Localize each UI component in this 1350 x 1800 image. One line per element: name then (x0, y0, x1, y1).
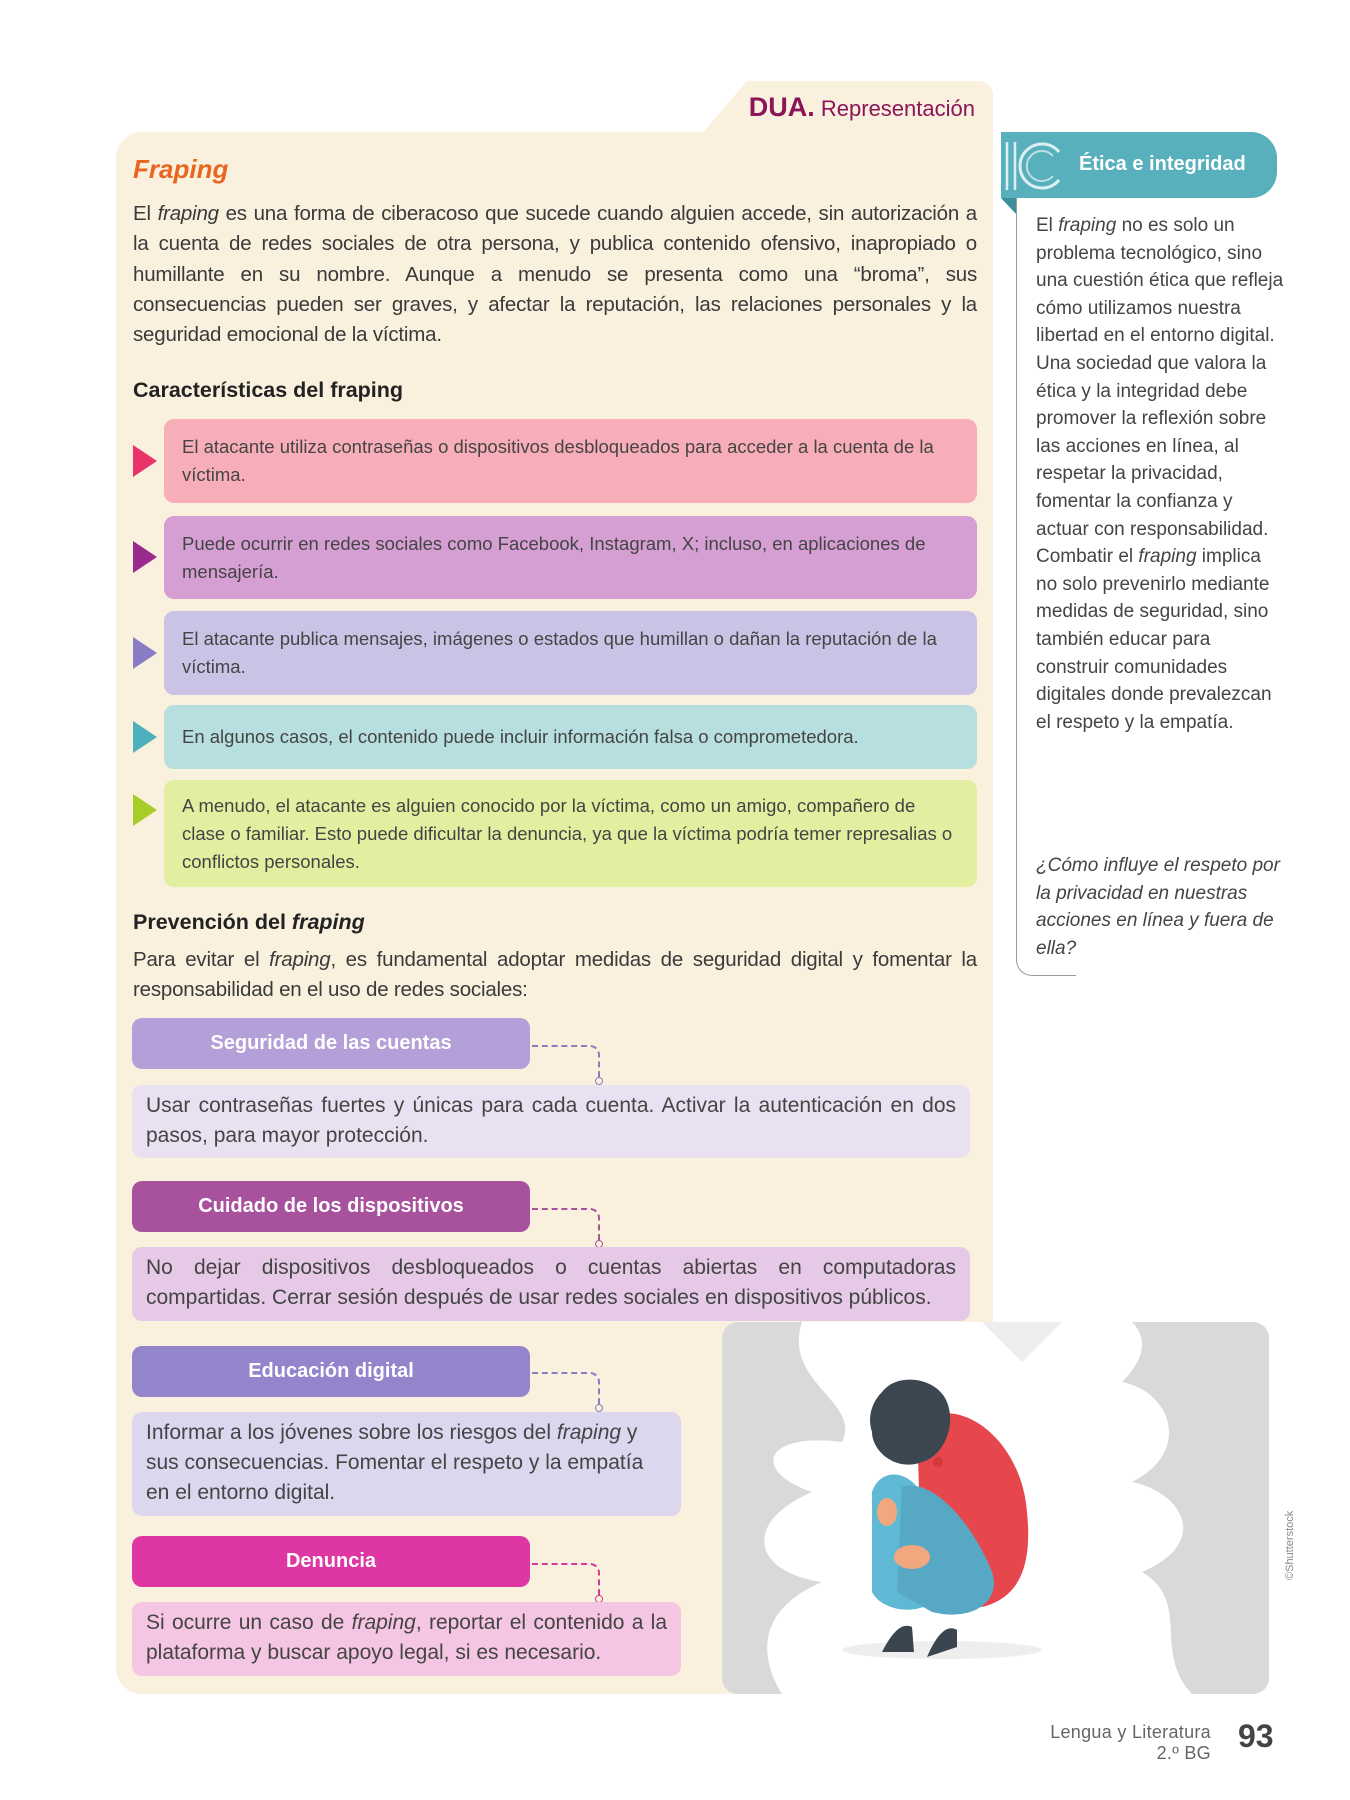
measure-label: Cuidado de los dispositivos (132, 1181, 530, 1232)
intro-paragraph (133, 199, 977, 350)
arrow-icon (133, 541, 157, 573)
arrow-icon (133, 721, 157, 753)
grade-label: 2.º BG (1156, 1743, 1211, 1763)
sidebar-text-part: no es solo un problema tecnológico, sino una cuestión ética que refleja cómo utilizamos nuestra libertad en el entorno digital. Una sociedad que valora la ética y la integridad debe promover la reflexión sobre las acciones en línea, al respetar la privacidad, fomentar la confianza y actuar con responsabilidad. Combatir el (1036, 215, 1284, 568)
measure-label: Seguridad de las cuentas (132, 1018, 530, 1069)
intro-text: El (133, 202, 158, 225)
measure-text (132, 1412, 681, 1516)
prevention-heading-text: Prevención del (133, 910, 292, 934)
arrow-icon (133, 445, 157, 477)
article-title: Fraping (133, 154, 229, 184)
measure-text-part: y sus consecuencias. Fomentar el respeto y la empatía en el entorno digital. (146, 1421, 644, 1504)
subject-name: Lengua y Literatura (1050, 1722, 1211, 1742)
dua-subtitle: Representación (820, 96, 975, 121)
measure-text: Usar contraseñas fuertes y únicas para cada cuenta. Activar la autenticación en dos pasos, para mayor protección. (132, 1085, 970, 1158)
characteristic-item: Puede ocurrir en redes sociales como Facebook, Instagram, X; incluso, en aplicaciones de mensajería. (164, 516, 977, 599)
arrow-icon (133, 637, 157, 669)
measure-text (132, 1602, 681, 1676)
characteristic-item: El atacante utiliza contraseñas o dispositivos desbloqueados para acceder a la cuenta de la víctima. (164, 419, 977, 503)
crouching-person-illustration (722, 1322, 1269, 1694)
prevention-intro (133, 945, 977, 1006)
characteristic-item: El atacante publica mensajes, imágenes o estados que humillan o dañan la reputación de la víctima. (164, 611, 977, 695)
ic-logo-icon (1001, 138, 1065, 194)
measure-text-emphasis: fraping (556, 1421, 622, 1444)
characteristics-heading: Características del fraping (133, 378, 404, 402)
prevention-intro-text: , es fundamental adoptar medidas de seguridad digital y fomentar la responsabilidad en el uso de redes sociales: (133, 948, 977, 1002)
connector (532, 1563, 600, 1597)
illustration (722, 1322, 1269, 1694)
measure-text-part: , reportar el contenido a la plataforma y buscar apoyo legal, si es necesario. (146, 1611, 667, 1664)
measure-text-part: Informar a los jóvenes sobre los riesgos del (146, 1421, 557, 1444)
connector (532, 1372, 600, 1406)
measure-label: Denuncia (132, 1536, 530, 1587)
footer-subject (1050, 1722, 1211, 1764)
sidebar-text-part: implica no solo prevenirlo mediante medidas de seguridad, sino también educar para construir comunidades digitales donde prevalezcan el respeto y la empatía. (1036, 546, 1272, 733)
characteristic-item: A menudo, el atacante es alguien conocido por la víctima, como un amigo, compañero de clase o familiar. Esto puede dificultar la denuncia, ya que la víctima podría temer represalias o conflictos personales. (164, 780, 977, 887)
image-credit: ©Shutterstock (1284, 1510, 1296, 1580)
connector (532, 1208, 600, 1242)
dua-prefix: DUA. (748, 92, 815, 122)
measure-text-emphasis: fraping (351, 1611, 416, 1634)
sidebar-question: ¿Cómo influye el respeto por la privacidad en nuestras acciones en línea y fuera de ella? (1036, 855, 1280, 959)
sidebar-text (1036, 212, 1286, 736)
prevention-heading-emphasis: fraping (291, 910, 365, 934)
sidebar-emphasis: fraping (1138, 546, 1197, 568)
prevention-intro-text: Para evitar el (133, 948, 270, 971)
measure-text-part: Si ocurre un caso de (146, 1611, 352, 1634)
prevention-intro-emphasis: fraping (269, 948, 331, 971)
dua-label (749, 92, 975, 123)
prevention-heading (133, 910, 365, 935)
intro-emphasis: fraping (157, 202, 219, 225)
intro-text: es una forma de ciberacoso que sucede cuando alguien accede, sin autorización a la cuenta de redes sociales de otra persona, y publica contenido ofensivo, inapropiado o humillante en su nombre. Aunque a menudo se presenta como una “broma”, sus consecuencias pueden ser graves, y afectar la reputación, las relaciones personales y la seguridad emocional de la víctima. (133, 202, 977, 347)
arrow-icon (133, 794, 157, 826)
measure-text: No dejar dispositivos desbloqueados o cuentas abiertas en computadoras compartidas. Cerrar sesión después de usar redes sociales en dispositivos públicos. (132, 1247, 970, 1321)
connector (532, 1045, 600, 1079)
measure-label: Educación digital (132, 1346, 530, 1397)
page-number: 93 (1238, 1718, 1274, 1754)
characteristic-item: En algunos casos, el contenido puede incluir información falsa o comprometedora. (164, 705, 977, 769)
sidebar-fold (1001, 198, 1016, 214)
sidebar-title: Ética e integridad (1079, 153, 1246, 175)
sidebar-emphasis: fraping (1058, 215, 1117, 236)
sidebar-text-part: El (1036, 215, 1059, 236)
